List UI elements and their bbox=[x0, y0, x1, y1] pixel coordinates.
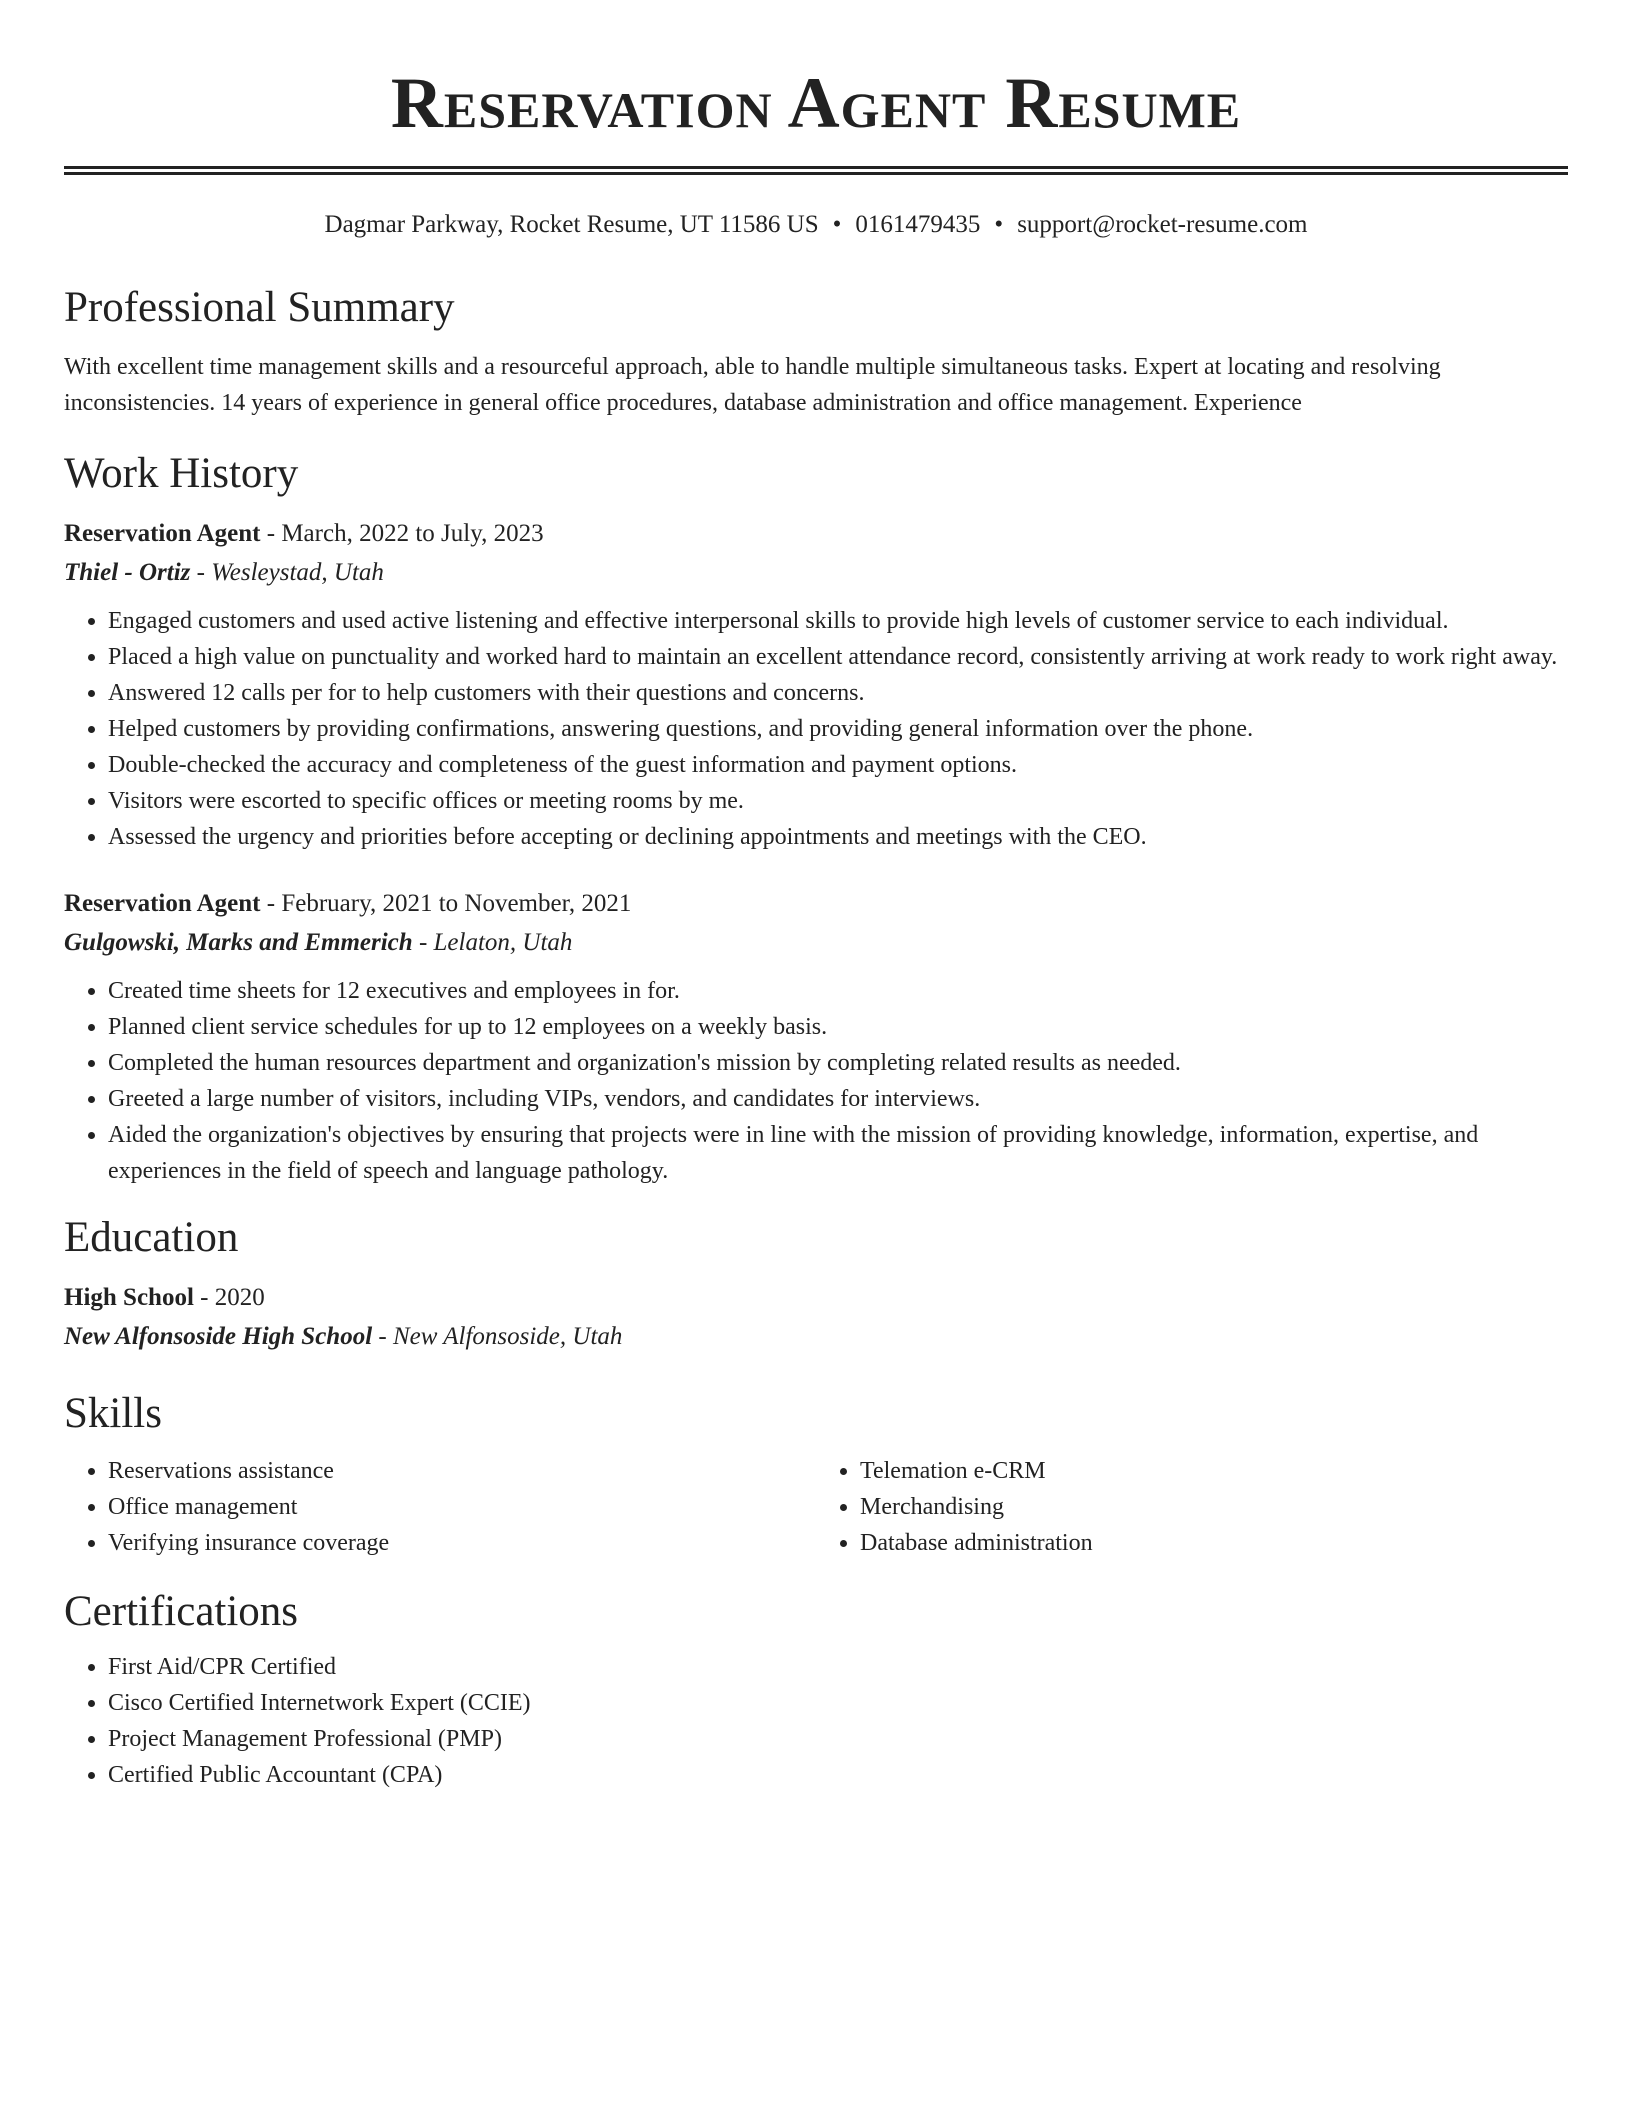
company-line bbox=[64, 553, 1568, 593]
contact-separator: • bbox=[994, 211, 1004, 238]
work-history-heading: Work History bbox=[64, 450, 299, 497]
skills-column-right bbox=[816, 1453, 1568, 1561]
job-title: Reservation Agent bbox=[64, 890, 261, 917]
job-title-line bbox=[64, 515, 1568, 553]
list-item: • Planned client service schedules for up to 12 employees on a weekly basis. bbox=[108, 1009, 1568, 1045]
certifications-heading: Certifications bbox=[64, 1588, 299, 1635]
list-item: • Completed the human resources department and organization's mission by completing related results as needed. bbox=[108, 1045, 1568, 1081]
list-item: • Created time sheets for 12 executives and employees in for. bbox=[108, 973, 1568, 1009]
title-divider bbox=[64, 166, 1568, 175]
company-location: - Lelaton, Utah bbox=[412, 929, 573, 956]
degree-line bbox=[64, 1279, 1568, 1317]
skill-item: • Merchandising bbox=[860, 1489, 1568, 1525]
company-name: Gulgowski, Marks and Emmerich bbox=[64, 929, 413, 956]
contact-separator: • bbox=[832, 211, 842, 238]
list-item: • Helped customers by providing confirmations, answering questions, and providing general information over the phone. bbox=[108, 711, 1568, 747]
job-dates: - March, 2022 to July, 2023 bbox=[260, 520, 544, 547]
skill-item: • Reservations assistance bbox=[108, 1453, 816, 1489]
summary-heading: Professional Summary bbox=[64, 284, 455, 331]
list-item: • Double-checked the accuracy and completeness of the guest information and payment options. bbox=[108, 747, 1568, 783]
list-item: • Aided the organization's objectives by ensuring that projects were in line with the mission of providing knowledge, information, expertise, and experiences in the field of speech and language pathology. bbox=[108, 1117, 1568, 1189]
contact-email: support@rocket-resume.com bbox=[1017, 211, 1308, 238]
certification-item: • Certified Public Accountant (CPA) bbox=[108, 1757, 1568, 1793]
graduation-year: - 2020 bbox=[193, 1284, 265, 1311]
job-entry bbox=[64, 515, 1568, 855]
company-line bbox=[64, 923, 1568, 963]
certification-item: • Project Management Professional (PMP) bbox=[108, 1721, 1568, 1757]
education-entry bbox=[64, 1279, 1568, 1357]
job-duties bbox=[64, 603, 1568, 855]
skill-item: • Verifying insurance coverage bbox=[108, 1525, 816, 1561]
contact-line bbox=[64, 209, 1568, 241]
list-item: • Visitors were escorted to specific offices or meeting rooms by me. bbox=[108, 783, 1568, 819]
degree: High School bbox=[64, 1284, 194, 1311]
job-duties bbox=[64, 973, 1568, 1189]
contact-phone: 0161479435 bbox=[855, 211, 981, 238]
skills-heading: Skills bbox=[64, 1390, 162, 1437]
contact-address: Dagmar Parkway, Rocket Resume, UT 11586 US bbox=[324, 211, 819, 238]
list-item: • Greeted a large number of visitors, including VIPs, vendors, and candidates for interviews. bbox=[108, 1081, 1568, 1117]
skill-item: • Office management bbox=[108, 1489, 816, 1525]
job-entry bbox=[64, 885, 1568, 1189]
certification-item: • First Aid/CPR Certified bbox=[108, 1649, 1568, 1685]
skill-item: • Database administration bbox=[860, 1525, 1568, 1561]
certification-item: • Cisco Certified Internetwork Expert (CCIE) bbox=[108, 1685, 1568, 1721]
job-dates: - February, 2021 to November, 2021 bbox=[260, 890, 632, 917]
school-location: - New Alfonsoside, Utah bbox=[372, 1323, 623, 1350]
education-heading: Education bbox=[64, 1214, 239, 1261]
skills-column-left bbox=[64, 1453, 816, 1561]
school-line bbox=[64, 1317, 1568, 1357]
school-name: New Alfonsoside High School bbox=[64, 1323, 373, 1350]
skills-grid bbox=[64, 1453, 1568, 1561]
list-item: • Answered 12 calls per for to help customers with their questions and concerns. bbox=[108, 675, 1568, 711]
list-item: • Placed a high value on punctuality and worked hard to maintain an excellent attendance record, consistently arriving at work ready to work right away. bbox=[108, 639, 1568, 675]
skill-item: • Telemation e-CRM bbox=[860, 1453, 1568, 1489]
job-title-line bbox=[64, 885, 1568, 923]
list-item: • Engaged customers and used active listening and effective interpersonal skills to provide high levels of customer service to each individual. bbox=[108, 603, 1568, 639]
company-location: - Wesleystad, Utah bbox=[190, 559, 384, 586]
list-item: • Assessed the urgency and priorities before accepting or declining appointments and meetings with the CEO. bbox=[108, 819, 1568, 855]
page-title: Reservation Agent Resume bbox=[390, 63, 1242, 143]
company-name: Thiel - Ortiz bbox=[64, 559, 191, 586]
certifications-list bbox=[64, 1649, 1568, 1793]
summary-text: With excellent time management skills and a resourceful approach, able to handle multiple simultaneous tasks. Expert at locating and resolving inconsistencies. 14 years of experience in general office procedures, database administration and office management. Experience bbox=[64, 354, 1441, 416]
job-title: Reservation Agent bbox=[64, 520, 261, 547]
